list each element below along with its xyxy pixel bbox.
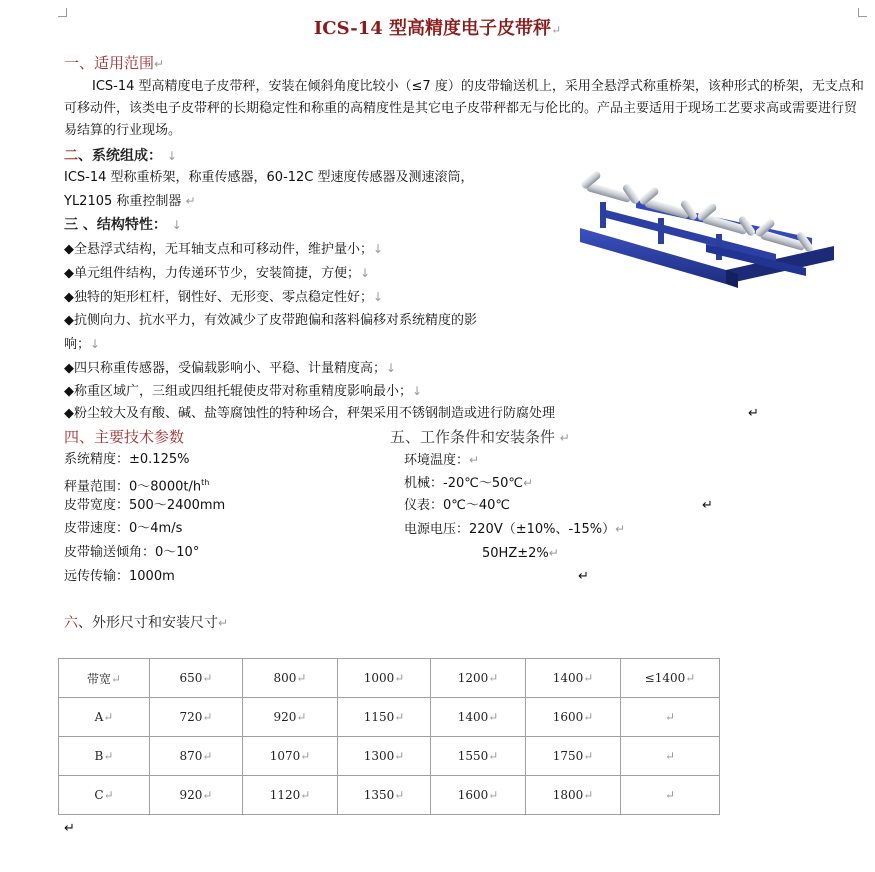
table-cell: 1350↵ (338, 776, 431, 815)
end-paragraph-mark: ↵ (64, 821, 75, 836)
section-heading-scope: 一、适用范围↵ (64, 54, 165, 72)
structure-bullet-3: ◆独特的矩形杠杆，钢性好、无形变、零点稳定性好；↓ (64, 290, 384, 305)
table-row (59, 698, 720, 737)
section-heading-conditions: 五、工作条件和安装条件 ↵ (390, 428, 570, 446)
structure-bullet-7: ◆粉尘较大及有酸、碱、盐等腐蚀性的特种场合，秤架采用不锈钢制造或进行防腐处理 (64, 406, 555, 421)
table-cell: 1150↵ (338, 698, 431, 737)
table-row (59, 659, 720, 698)
param-transmission-mark: ↵ (578, 569, 589, 584)
table-cell: 1600↵ (431, 776, 526, 815)
dimensions-table (58, 658, 720, 815)
table-cell: 1070↵ (243, 737, 338, 776)
param-incline: 皮带输送倾角：0～10° (64, 545, 200, 560)
table-cell: 1400↵ (526, 659, 621, 698)
table-cell: 1000↵ (338, 659, 431, 698)
param-accuracy: 系统精度：±0.125% (64, 452, 190, 467)
section-heading-dimensions: 六、外形尺寸和安装尺寸↵ (64, 615, 229, 631)
system-line-1: ICS-14 型称重桥架，称重传感器，60-12C 型速度传感器及测速滚筒， (64, 170, 474, 185)
table-cell: ≤1400↵ (621, 659, 720, 698)
param-range: 秤量范围：$0\sim 8000t/h^{th}$ (64, 478, 210, 495)
table-cell: 1550↵ (431, 737, 526, 776)
cond-mechanical: 机械：-20℃～50℃↵ (404, 476, 534, 491)
table-cell: 1120↵ (243, 776, 338, 815)
table-cell: 1800↵ (526, 776, 621, 815)
cond-instrument-mark: ↵ (702, 498, 713, 513)
table-cell: 720↵ (150, 698, 243, 737)
table-cell: ↵ (621, 737, 720, 776)
cond-frequency: 50HZ±2%↵ (482, 546, 559, 561)
section-heading-tech-params: 四、主要技术参数 (64, 428, 185, 446)
structure-bullet-7-mark: ↵ (748, 406, 759, 421)
structure-bullet-4: ◆抗侧向力、抗水平力，有效减少了皮带跑偏和落料偏移对系统精度的影 (64, 313, 477, 328)
structure-bullet-4-cont: 响；↓ (64, 337, 101, 352)
table-cell: ↵ (621, 776, 720, 815)
section-heading-system: 二、系统组成： ↓ (64, 148, 177, 164)
table-cell: ↵ (621, 698, 720, 737)
structure-bullet-2: ◆单元组件结构，力传递环节少，安装简捷，方便；↓ (64, 266, 371, 281)
table-cell: 1200↵ (431, 659, 526, 698)
structure-bullet-6: ◆称重区域广，三组或四组托辊使皮带对称重精度影响最小；↓ (64, 384, 423, 399)
table-cell: 1750↵ (526, 737, 621, 776)
document-title: ICS-14 型高精度电子皮带秤↵ (313, 18, 562, 39)
table-cell: A↵ (59, 698, 150, 737)
param-belt-width: 皮带宽度：500～2400mm (64, 498, 226, 513)
table-cell: 800↵ (243, 659, 338, 698)
table-cell: 1400↵ (431, 698, 526, 737)
system-line-2: YL2105 称重控制器 ↵ (64, 194, 196, 209)
table-cell: 920↵ (243, 698, 338, 737)
scope-paragraph: ICS-14 型高精度电子皮带秤，安装在倾斜角度比较小（≤7 度）的皮带输送机上，采用全悬浮式称重桥架，该种形式的桥架，无支点和可移动件，该类电子皮带秤的长期稳定性和称重的高精度性是其它电子皮带秤都无与伦比的。产品主要适用于现场工艺要求高或需要进行贸易结算的行业现场。 (64, 79, 864, 138)
cond-instrument: 仪表：0℃～40℃ (404, 498, 511, 513)
structure-bullet-1: ◆全悬浮式结构，无耳轴支点和可移动件，维护量小；↓ (64, 242, 384, 257)
table-cell: 1600↵ (526, 698, 621, 737)
section-heading-structure: 三 、结构特性： ↓ (64, 217, 182, 233)
table-row (59, 776, 720, 815)
param-transmission: 远传传输：1000m (64, 569, 175, 584)
table-cell: 920↵ (150, 776, 243, 815)
cond-env-temp: 环境温度：↵ (404, 453, 480, 468)
param-belt-speed: 皮带速度：0～4m/s (64, 521, 183, 536)
table-cell: 870↵ (150, 737, 243, 776)
belt-scale-product-image (576, 150, 838, 300)
structure-bullet-5: ◆四只称重传感器，受偏载影响小、平稳、计量精度高；↓ (64, 361, 397, 376)
table-cell: 1300↵ (338, 737, 431, 776)
cond-voltage: 电源电压：220V（±10%、-15%）↵ (404, 522, 626, 537)
table-cell: 650↵ (150, 659, 243, 698)
table-row (59, 737, 720, 776)
table-cell: B↵ (59, 737, 150, 776)
table-cell: 带宽↵ (59, 659, 150, 698)
table-cell: C↵ (59, 776, 150, 815)
